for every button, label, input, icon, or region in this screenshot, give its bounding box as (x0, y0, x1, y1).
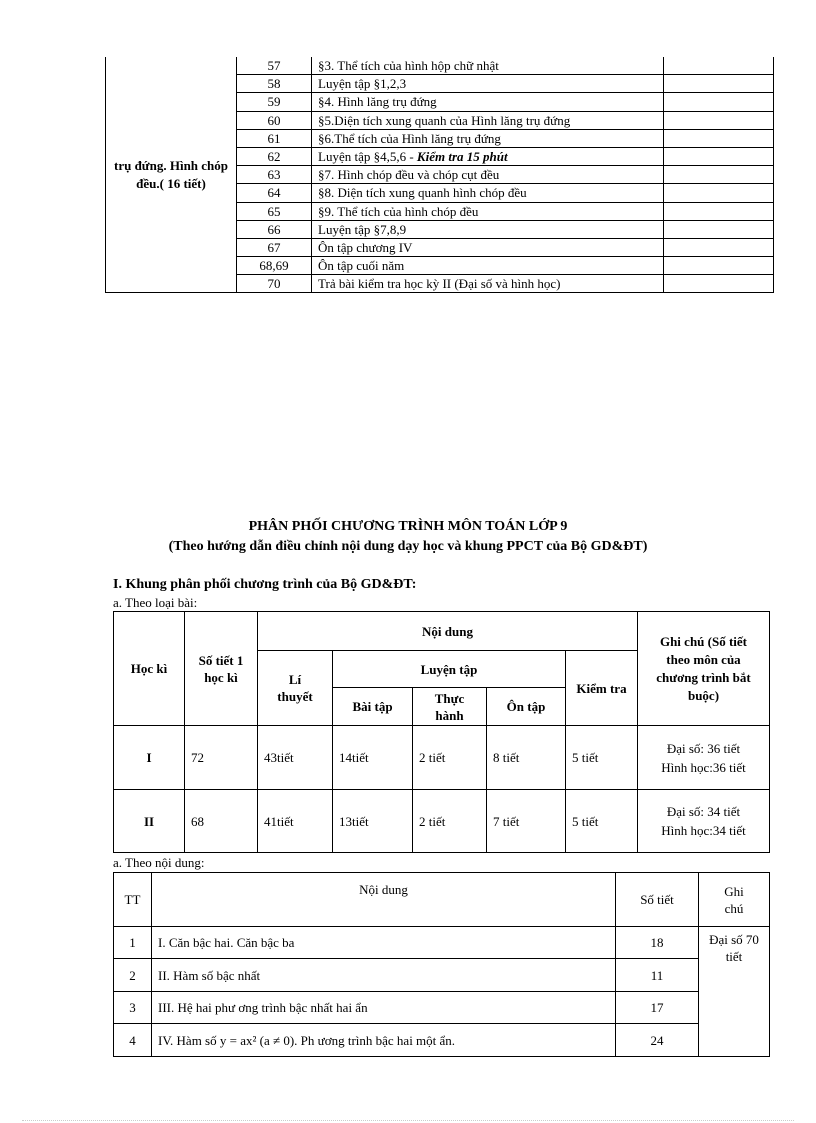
lesson-content: §9. Thể tích của hình chóp đều (312, 202, 664, 220)
lesson-content (312, 147, 664, 165)
lesson-note (664, 184, 774, 202)
section-title: I. Khung phân phối chương trình của Bộ GD&ĐT: (113, 577, 417, 592)
period-number: 64 (237, 184, 312, 202)
header-practice: Luyện tập (333, 651, 566, 688)
exercises-cell: 13tiết (333, 790, 413, 853)
header-review: Ôn tập (487, 688, 566, 726)
test-cell: 5 tiết (566, 790, 638, 853)
table-row (114, 992, 770, 1024)
test-cell: 5 tiết (566, 726, 638, 790)
period-number: 70 (237, 275, 312, 293)
periods-cell: 24 (616, 1024, 699, 1057)
lesson-content: Luyện tập §7,8,9 (312, 220, 664, 238)
lesson-note (664, 220, 774, 238)
lesson-plan-table (105, 57, 774, 293)
periods-cell: 18 (616, 927, 699, 959)
period-number: 65 (237, 202, 312, 220)
note-cell: Đại số 70 tiết (699, 927, 770, 1057)
header-note: Ghi chú (Số tiết theo môn của chương trình bắt buộc) (638, 612, 770, 726)
lesson-content: §4. Hình lăng trụ đứng (312, 93, 664, 111)
lesson-note (664, 75, 774, 93)
hands-on-cell: 2 tiết (413, 790, 487, 853)
period-number: 62 (237, 147, 312, 165)
period-number: 66 (237, 220, 312, 238)
period-number: 58 (237, 75, 312, 93)
lesson-content: Ôn tập cuối năm (312, 257, 664, 275)
lesson-note (664, 93, 774, 111)
period-number: 59 (237, 93, 312, 111)
lesson-note (664, 202, 774, 220)
term-cell: I (114, 726, 185, 790)
exercises-cell: 14tiết (333, 726, 413, 790)
subsection-by-type: a. Theo loại bài: (113, 595, 198, 610)
header-periods: Số tiết (616, 873, 699, 927)
lesson-note (664, 147, 774, 165)
lesson-content-text: Luyện tập §4,5,6 - (318, 149, 417, 165)
table-row (114, 1024, 770, 1057)
page-title: PHÂN PHỐI CHƯƠNG TRÌNH MÔN TOÁN LỚP 9 (248, 519, 568, 534)
content-cell: II. Hàm số bậc nhất (152, 959, 616, 992)
note-geometry: Hình học:36 tiết (661, 759, 746, 775)
lesson-content: §6.Thể tích của Hình lăng trụ đứng (312, 129, 664, 147)
header-theory: Lí thuyết (258, 651, 333, 726)
chapter-label: trụ đứng. Hình chóp đều.( 16 tiết) (106, 57, 237, 293)
note-geometry: Hình học:34 tiết (661, 823, 746, 838)
note-algebra: Đại số: 36 tiết (666, 740, 741, 756)
lesson-content: Trả bài kiểm tra học kỳ II (Đại số và hình học) (312, 275, 664, 293)
lesson-content: §3. Thể tích của hình hộp chữ nhật (312, 57, 664, 75)
table-header-row (114, 873, 770, 927)
row-number: 3 (114, 992, 152, 1024)
row-number: 2 (114, 959, 152, 992)
periods-cell: 17 (616, 992, 699, 1024)
subsection-by-content: a. Theo nội dung: (113, 855, 205, 870)
table-row (114, 959, 770, 992)
lesson-content: §8. Diện tích xung quanh hình chóp đều (312, 184, 664, 202)
period-number: 63 (237, 166, 312, 184)
lesson-content: §5.Diện tích xung quanh của Hình lăng trụ đứng (312, 111, 664, 129)
content-cell: IV. Hàm số y = ax² (a ≠ 0). Ph ương trình bậc hai một ẩn. (152, 1024, 616, 1057)
distribution-by-content-table (113, 872, 770, 1057)
lesson-note (664, 275, 774, 293)
lesson-content: Luyện tập §1,2,3 (312, 75, 664, 93)
lesson-note (664, 166, 774, 184)
review-cell: 7 tiết (487, 790, 566, 853)
note-cell (638, 790, 770, 853)
lesson-content: Ôn tập chương IV (312, 238, 664, 256)
note-algebra: Đại số: 34 tiết (666, 804, 741, 819)
theory-cell: 43tiết (258, 726, 333, 790)
lesson-note (664, 257, 774, 275)
page-bottom-divider (22, 1120, 794, 1121)
period-number: 60 (237, 111, 312, 129)
lesson-note (664, 238, 774, 256)
test-emphasis: Kiểm tra 15 phút (416, 149, 508, 165)
row-number: 4 (114, 1024, 152, 1057)
header-term: Học kì (114, 612, 185, 726)
header-content: Nội dung (258, 612, 638, 651)
header-tt: TT (114, 873, 152, 927)
table-row (114, 726, 770, 790)
content-cell: I. Căn bậc hai. Căn bậc ba (152, 927, 616, 959)
distribution-by-type-table (113, 611, 770, 853)
review-cell: 8 tiết (487, 726, 566, 790)
table-row (114, 927, 770, 959)
header-content: Nội dung (152, 873, 616, 927)
table-row (114, 790, 770, 853)
period-number: 57 (237, 57, 312, 75)
period-number: 68,69 (237, 257, 312, 275)
header-exercises: Bài tập (333, 688, 413, 726)
term-cell: II (114, 790, 185, 853)
table-header-row (114, 612, 770, 651)
periods-cell: 68 (185, 790, 258, 853)
theory-cell: 41tiết (258, 790, 333, 853)
page-subtitle: (Theo hướng dẫn điều chỉnh nội dung dạy học và khung PPCT của Bộ GD&ĐT) (168, 539, 648, 554)
header-periods: Số tiết 1 học kì (185, 612, 258, 726)
hands-on-cell: 2 tiết (413, 726, 487, 790)
header-test: Kiểm tra (566, 651, 638, 726)
lesson-note (664, 57, 774, 75)
header-note: Ghi chú (699, 873, 770, 927)
row-number: 1 (114, 927, 152, 959)
note-cell (638, 726, 770, 790)
header-hands-on: Thực hành (413, 688, 487, 726)
lesson-note (664, 111, 774, 129)
periods-cell: 11 (616, 959, 699, 992)
periods-cell: 72 (185, 726, 258, 790)
lesson-note (664, 129, 774, 147)
period-number: 61 (237, 129, 312, 147)
lesson-content: §7. Hình chóp đều và chóp cụt đều (312, 166, 664, 184)
period-number: 67 (237, 238, 312, 256)
table-row (106, 57, 774, 75)
content-cell: III. Hệ hai phư ơng trình bậc nhất hai ẩn (152, 992, 616, 1024)
